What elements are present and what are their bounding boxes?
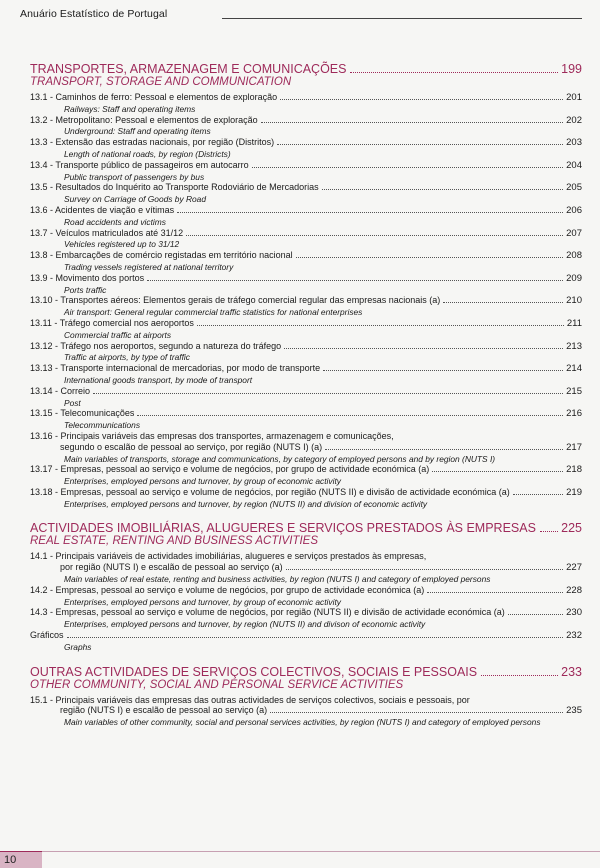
toc-entry[interactable] [30, 551, 582, 584]
entry-title: Telecomunicações [60, 408, 135, 419]
entry-title-line: 13.16 - Principais variáveis das empresas dos transportes, armazenagem e comunicações, [30, 430, 394, 441]
dot-leader [137, 415, 563, 416]
toc-entry[interactable] [30, 386, 582, 409]
entry-page: 235 [566, 705, 582, 717]
entry-number: 14.3 [30, 607, 48, 618]
entry-row [30, 442, 582, 454]
section-title-en: REAL ESTATE, RENTING AND BUSINESS ACTIVITIES [30, 535, 318, 548]
entry-title: Movimento dos portos [55, 272, 145, 283]
dot-leader [284, 348, 563, 349]
entry-row [30, 607, 582, 619]
entry-title-en: Graphs [64, 641, 92, 652]
entry-row [30, 408, 582, 420]
entry-title: Embarcações de comércio registadas em território nacional [55, 250, 293, 261]
toc-entry[interactable] [30, 160, 582, 183]
publication-title: Anuário Estatístico de Portugal [20, 8, 168, 20]
entry-row [30, 464, 582, 476]
toc-entry[interactable] [30, 137, 582, 160]
entry-title-en: Enterprises, employed persons and turnover, by group of economic activity [64, 476, 341, 487]
entry-number: 13.13 [30, 363, 53, 374]
entry-row [30, 295, 582, 307]
entry-title-wrap: 13.12 - Tráfego nos aeroportos, segundo a natureza do tráfego [30, 340, 282, 351]
entry-page: 214 [566, 363, 582, 375]
section-title: ACTIVIDADES IMOBILIÁRIAS, ALUGUERES E SERVIÇOS PRESTADOS ÀS EMPRESAS [30, 521, 536, 536]
dot-leader [93, 393, 563, 394]
entry-row [30, 228, 582, 240]
dot-leader [296, 257, 564, 258]
entry-number: 13.16 [30, 430, 53, 441]
section-title: TRANSPORTES, ARMAZENAGEM E COMUNICAÇÕES [30, 62, 347, 76]
toc-entry[interactable] [30, 607, 582, 630]
entry-number: 13.3 [30, 137, 48, 148]
entry-page: 216 [566, 408, 582, 420]
entry-title: Transportes aéreos: Elementos gerais de tráfego comercial regular das empresas nacionais (a) [60, 295, 441, 306]
entry-title: Empresas, pessoal ao serviço e volume de negócios, por grupo de actividade económica (a) [60, 464, 430, 475]
entry-number: 13.18 [30, 486, 53, 497]
toc-entry[interactable] [30, 295, 582, 318]
entry-title-wrap: 13.18 - Empresas, pessoal ao serviço e volume de negócios, por região (NUTS II) e divisão de actividade económica (a) [30, 486, 510, 497]
entry-title-en: Underground: Staff and operating items [64, 126, 211, 137]
entry-title: Caminhos de ferro: Pessoal e elementos de exploração [55, 92, 278, 102]
entry-title-wrap [30, 630, 64, 641]
entry-row [30, 341, 582, 353]
entry-number: 13.2 [30, 114, 48, 125]
entry-title-en: Post [64, 397, 81, 408]
entry-title-en: Railways: Staff and operating items [64, 103, 196, 114]
entry-title: Extensão das estradas nacionais, por região (Distritos) [55, 137, 275, 148]
entry-page: 213 [566, 340, 582, 352]
dot-leader [325, 449, 563, 450]
toc-entry[interactable] [30, 273, 582, 296]
entry-page: 219 [566, 486, 582, 498]
entry-number: 13.12 [30, 340, 53, 351]
entry-number: 13.4 [30, 159, 48, 170]
entry-row [30, 137, 582, 149]
section-title: OUTRAS ACTIVIDADES DE SERVIÇOS COLECTIVOS, SOCIAIS E PESSOAIS [30, 664, 478, 679]
entry-title-wrap: 13.6 - Acidentes de viação e vítimas [30, 204, 175, 215]
entry-title-en: International goods transport, by mode of transport [64, 374, 253, 385]
entry-page: 209 [566, 272, 582, 284]
entry-page: 227 [566, 562, 582, 574]
toc-entry[interactable] [30, 250, 582, 273]
dot-leader [350, 72, 558, 73]
entry-title: Empresas, pessoal ao serviço e volume de negócios, por região (NUTS II) e divisão de actividade económica (a) [60, 486, 510, 497]
entry-title-en: Air transport: General regular commercial traffic statistics for national enterprises [64, 307, 363, 318]
entry-title: Metropolitano: Pessoal e elementos de exploração [55, 114, 258, 125]
entry-page: 218 [566, 464, 582, 476]
entry-title-en: Public transport of passengers by bus [64, 171, 205, 182]
dot-leader [277, 144, 563, 145]
entry-title-en: Traffic at airports, by type of traffic [64, 352, 190, 363]
toc-section [30, 521, 582, 652]
entry-title-wrap: 13.9 - Movimento dos portos [30, 272, 145, 283]
toc-entry[interactable] [30, 695, 582, 728]
entry-number: 13.17 [30, 464, 53, 475]
entry-title: Tráfego comercial nos aeroportos [59, 317, 194, 328]
entry-title-wrap: 13.13 - Transporte internacional de mercadorias, por modo de transporte [30, 363, 321, 374]
entry-row [30, 182, 582, 194]
entry-title: Gráficos [30, 630, 64, 641]
entry-page: 205 [566, 182, 582, 194]
entry-row [30, 250, 582, 262]
entry-page: 202 [566, 114, 582, 126]
entry-title-cont: segundo o escalão de pessoal ao serviço, por região (NUTS I) (a) [60, 441, 323, 452]
dot-leader [508, 614, 563, 615]
section-heading[interactable] [30, 521, 582, 535]
dot-leader [197, 325, 564, 326]
entry-title: Principais variáveis de actividades imobiliárias, alugueres e serviços prestados às empresas, [55, 551, 427, 562]
entry-page: 207 [566, 227, 582, 239]
entry-page: 230 [566, 607, 582, 619]
dot-leader [280, 99, 563, 100]
entry-row [30, 705, 582, 717]
entry-page: 232 [566, 630, 582, 642]
toc-entry[interactable] [30, 228, 582, 251]
entry-row [30, 487, 582, 499]
dot-leader [177, 212, 563, 213]
toc-entry[interactable] [30, 115, 582, 138]
toc-entry[interactable] [30, 363, 582, 386]
entry-row [30, 562, 582, 574]
entry-title: Empresas, pessoal ao serviço e volume de negócios, por região (NUTS II) e divisão de actividade económica (a) [55, 607, 505, 618]
entry-title-en: Enterprises, employed persons and turnover, by region (NUTS II) and division of economic activity [64, 498, 428, 509]
toc-entry[interactable] [30, 341, 582, 364]
entry-number: 13.5 [30, 182, 48, 193]
toc-entry[interactable] [30, 182, 582, 205]
entry-title-wrap: 13.14 - Correio [30, 385, 91, 396]
entry-title: Principais variáveis das empresas dos transportes, armazenagem e comunicações, [60, 430, 394, 441]
entry-title-en: Vehicles registered up to 31/12 [64, 239, 180, 250]
entry-title-wrap: 13.4 - Transporte público de passageiros em autocarro [30, 159, 249, 170]
dot-leader [147, 280, 563, 281]
entry-page: 211 [566, 317, 582, 329]
entry-title-wrap: 13.1 - Caminhos de ferro: Pessoal e elementos de exploração [30, 92, 278, 102]
dot-leader [261, 122, 563, 123]
entry-title-wrap: 13.2 - Metropolitano: Pessoal e elementos de exploração [30, 114, 258, 125]
dot-leader [67, 637, 564, 638]
entry-page: 204 [566, 159, 582, 171]
dot-leader [427, 592, 563, 593]
entry-title: Transporte público de passageiros em autocarro [55, 159, 249, 170]
section-page: 199 [561, 62, 582, 76]
entry-title-wrap: 14.3 - Empresas, pessoal ao serviço e volume de negócios, por região (NUTS II) e divisão de actividade económica (a) [30, 607, 505, 618]
entry-title-wrap: 13.5 - Resultados do Inquérito ao Transporte Rodoviário de Mercadorias [30, 182, 319, 193]
entry-row [30, 115, 582, 127]
toc-entry[interactable] [30, 487, 582, 510]
entry-title-wrap: 13.15 - Telecomunicações [30, 408, 135, 419]
toc-entry[interactable] [30, 318, 582, 341]
entry-row [30, 363, 582, 375]
entry-title-wrap: 13.3 - Extensão das estradas nacionais, por região (Distritos) [30, 137, 275, 148]
section-heading[interactable] [30, 62, 582, 76]
entry-number: 13.15 [30, 408, 53, 419]
toc-entry[interactable] [30, 464, 582, 487]
entry-number: 13.1 [30, 92, 48, 102]
entry-row [30, 585, 582, 597]
entry-number: 14.2 [30, 584, 48, 595]
entry-page: 201 [566, 92, 582, 103]
toc-entry[interactable] [30, 205, 582, 228]
entry-title-en: Ports traffic [64, 284, 107, 295]
dot-leader [443, 302, 563, 303]
dot-leader [270, 712, 563, 713]
entry-title-en: Main variables of transports, storage and communications, by category of employed persons and by region (NUTS I) [64, 453, 496, 464]
entry-page: 203 [566, 137, 582, 149]
entry-title-en: Main variables of real estate, renting and business activities, by region (NUTS I) and category of employed persons [64, 574, 491, 585]
entry-title-wrap: 14.2 - Empresas, pessoal ao serviço e volume de negócios, por grupo de actividade económica (a) [30, 584, 425, 595]
dot-leader [323, 370, 563, 371]
toc-entry[interactable] [30, 408, 582, 431]
entry-title-en: Telecommunications [64, 420, 141, 431]
entry-title-en: Enterprises, employed persons and turnover, by region (NUTS II) and divison of economic activity [64, 619, 426, 630]
entry-page: 217 [566, 441, 582, 453]
entry-title: Empresas, pessoal ao serviço e volume de negócios, por grupo de actividade económica (a) [55, 584, 425, 595]
entry-number: 13.6 [30, 204, 48, 215]
entry-title-cont: região (NUTS I) e escalão de pessoal ao serviço (a) [60, 705, 268, 716]
section-title-en: OTHER COMMUNITY, SOCIAL AND PERSONAL SERVICE ACTIVITIES [30, 678, 404, 691]
entry-number: 13.14 [30, 385, 53, 396]
toc-section [30, 62, 582, 509]
entry-title-wrap: 13.7 - Veículos matriculados até 31/12 [30, 227, 184, 238]
entry-page: 206 [566, 204, 582, 216]
entry-row [30, 205, 582, 217]
entry-page: 208 [566, 250, 582, 262]
entry-row [30, 160, 582, 172]
entry-title-line: 15.1 - Principais variáveis das empresas das outras actividades de serviços colectivos, sociais e pessoais, por [30, 694, 470, 705]
page-number: 10 [0, 851, 42, 868]
entry-title-en: Road accidents and victims [64, 216, 166, 227]
entry-title-en: Commercial traffic at airports [64, 329, 172, 340]
footer-rule [0, 851, 600, 852]
entry-title: Correio [60, 385, 91, 396]
entry-title: Tráfego nos aeroportos, segundo a natureza do tráfego [60, 340, 282, 351]
entry-title-wrap: 13.11 - Tráfego comercial nos aeroportos [30, 317, 194, 328]
entry-row [30, 92, 582, 104]
entry-title: Transporte internacional de mercadorias, por modo de transporte [60, 363, 321, 374]
entry-page: 210 [566, 295, 582, 307]
entry-title: Veículos matriculados até 31/12 [55, 227, 184, 238]
entry-title-en: Length of national roads, by region (Districts) [64, 148, 231, 159]
entry-title: Resultados do Inquérito ao Transporte Rodoviário de Mercadorias [55, 182, 319, 193]
entry-title: Principais variáveis das empresas das outras actividades de serviços colectivos, sociais e pessoais, por [55, 694, 470, 705]
section-page: 225 [561, 521, 582, 536]
entry-page: 228 [566, 584, 582, 596]
entry-title-en: Main variables of other community, social and personal services activities, by region (NUTS I) and category of employed persons [64, 717, 541, 728]
dot-leader [513, 494, 563, 495]
entry-row [30, 273, 582, 285]
entry-number: 13.9 [30, 272, 48, 283]
entry-title-cont: por região (NUTS I) e escalão de pessoal ao serviço (a) [60, 562, 283, 573]
toc-entry[interactable] [30, 630, 582, 653]
section-title-en: TRANSPORT, STORAGE AND COMMUNICATION [30, 76, 292, 88]
entry-number: 14.1 [30, 551, 48, 562]
dot-leader [252, 167, 563, 168]
entry-title-wrap: 13.10 - Transportes aéreos: Elementos gerais de tráfego comercial regular das empresas nacionais (a) [30, 295, 441, 306]
entry-row [30, 386, 582, 398]
toc-entry[interactable] [30, 431, 582, 464]
entry-title-line: 14.1 - Principais variáveis de actividades imobiliárias, alugueres e serviços prestados às empresas, [30, 551, 427, 562]
entry-title-wrap: 13.17 - Empresas, pessoal ao serviço e volume de negócios, por grupo de actividade económica (a) [30, 464, 430, 475]
entry-title-wrap: 13.8 - Embarcações de comércio registadas em território nacional [30, 250, 293, 261]
dot-leader [186, 235, 563, 236]
entry-row [30, 630, 582, 642]
toc-entry[interactable] [30, 585, 582, 608]
table-of-contents [30, 62, 582, 740]
entry-title: Acidentes de viação e vítimas [55, 204, 175, 215]
dot-leader [540, 531, 558, 532]
entry-number: 13.11 [30, 317, 52, 328]
entry-number: 15.1 [30, 694, 48, 705]
toc-entry[interactable] [30, 92, 582, 115]
dot-leader [432, 471, 563, 472]
header-rule [222, 18, 582, 19]
entry-page: 215 [566, 385, 582, 397]
entry-title-en: Trading vessels registered at national territory [64, 261, 234, 272]
dot-leader [481, 675, 558, 676]
section-heading[interactable] [30, 665, 582, 679]
entry-title-en: Enterprises, employed persons and turnover, by group of economic activity [64, 596, 341, 607]
toc-section [30, 665, 582, 728]
section-page: 233 [561, 664, 582, 679]
dot-leader [286, 569, 564, 570]
entry-title-en: Survey on Carriage of Goods by Road [64, 194, 206, 205]
entry-number: 13.10 [30, 295, 53, 306]
dot-leader [322, 189, 563, 190]
entry-row [30, 318, 582, 330]
entry-number: 13.8 [30, 250, 48, 261]
entry-number: 13.7 [30, 227, 48, 238]
